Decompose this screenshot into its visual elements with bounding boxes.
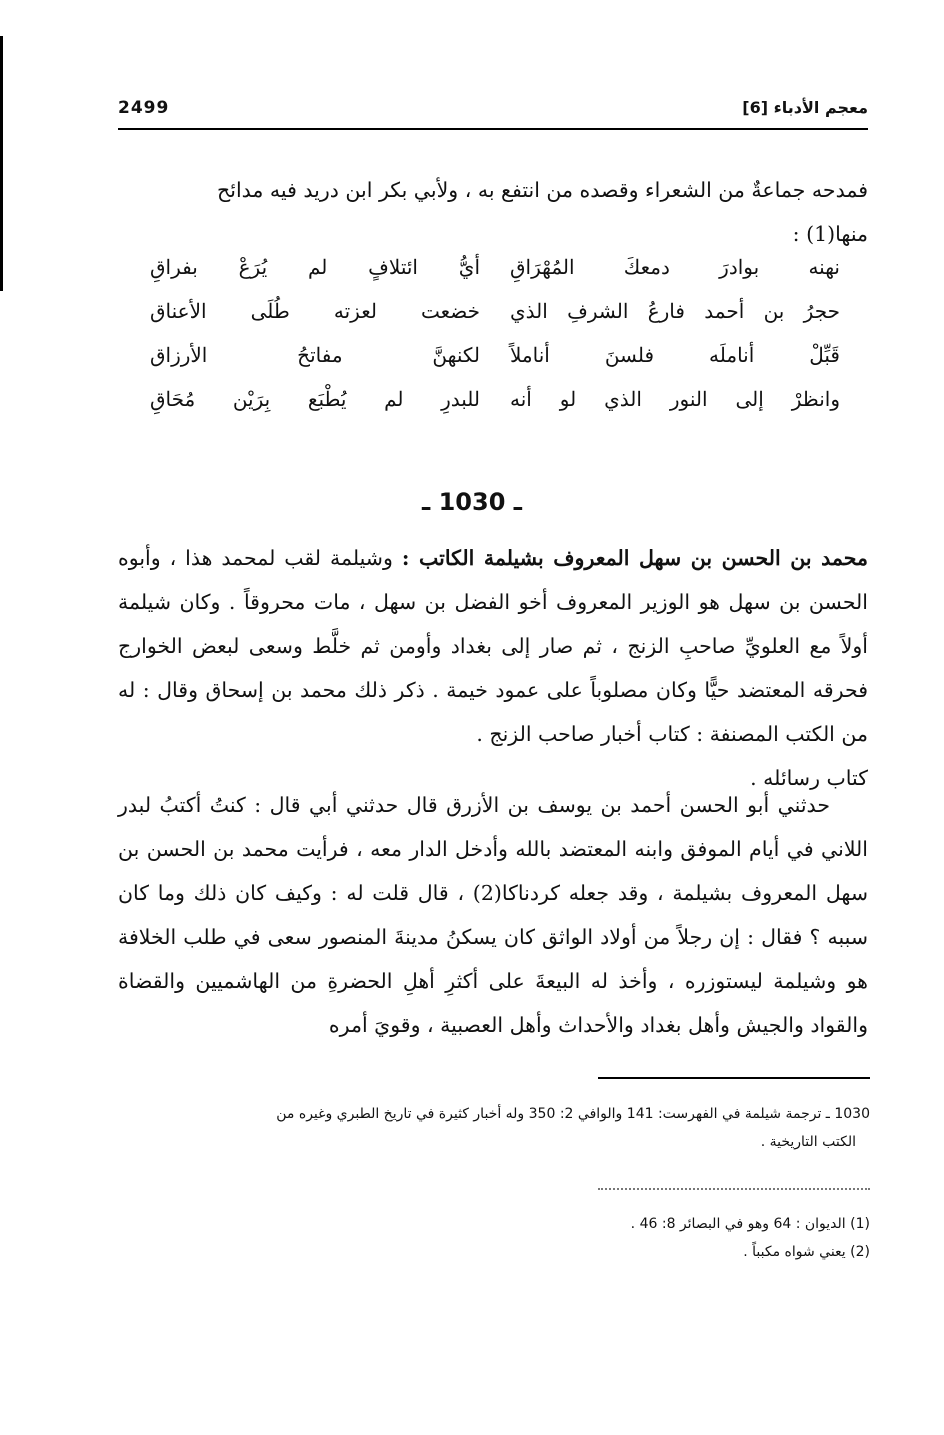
header-rule [118, 128, 868, 130]
entry-heading: محمد بن الحسن بن سهل المعروف بشيلمة الكاتب : [401, 546, 868, 570]
entry-paragraph-last-line: كتاب رسائله . [750, 766, 868, 790]
footnote: (2) يعني شواه مكبباً . [743, 1244, 870, 1260]
entry-paragraph-text: وشيلمة لقب لمحمد هذا ، وأبوه الحسن بن سهل هو الوزير المعروف أخو الفضل بن سهل ، مات محروقاً . وكان شيلمة أولاً مع العلويِّ صاحبِ الزنج ، ثم صار إلى بغداد وأومن ثم خلَّط وسعى لبعض الخوارج فحرقه المعتضد حيًّا وكان مصلوباً على عمود خيمة . ذكر ذلك محمد بن إسحاق وقال : له من الكتب المصنفة : كتاب أخبار صاحب الزنج . [118, 546, 868, 746]
verse-first-hemistich: نهنه بوادرَ دمعكَ المُهْرَاقِ [510, 255, 840, 279]
page-number: 2499 [118, 98, 170, 118]
source-note-line: 1030 ـ ترجمة شيلمة في الفهرست: 141 والوافي 2: 350 وله أخبار كثيرة في تاريخ الطبري وغيره من [276, 1106, 870, 1122]
poem-verse [150, 255, 840, 299]
intro-line: فمدحه جماعةٌ من الشعراء وقصده من انتفع به ، ولأبي بكر ابن دريد فيه مدائح [217, 178, 868, 202]
verse-second-hemistich: للبدرِ لم يُطْبَع بِرَيْن مُحَاقِ [150, 387, 480, 411]
entry-paragraph-1 [118, 536, 868, 800]
intro-line: منها(1) : [792, 222, 868, 246]
poem-verse [150, 343, 840, 387]
running-title: معجم الأدباء [6] [742, 98, 868, 117]
dotted-separator [598, 1188, 870, 1190]
scan-edge-line [0, 36, 3, 291]
source-note-line: الكتب التاريخية . [760, 1134, 856, 1150]
poem-verse [150, 387, 840, 431]
verse-second-hemistich: أيُّ ائتلافٍ لم يُرَعْ بفراقِ [150, 255, 480, 279]
verse-first-hemistich: وانظرْ إلى النور الذي لو أنه [510, 387, 840, 411]
verse-first-hemistich: قَبِّلْ أناملَه فلسنَ أناملاً [510, 343, 840, 367]
footnote: (1) الديوان : 64 وهو في البصائر 8: 46 . [630, 1216, 870, 1232]
footnote-separator [598, 1077, 870, 1079]
footnotes [118, 1210, 870, 1266]
poem-verse [150, 299, 840, 343]
poem [150, 255, 840, 431]
verse-second-hemistich: خضعت لعزته طُلَى الأعناق [150, 299, 480, 323]
entry-paragraph-text: حدثني أبو الحسن أحمد بن يوسف بن الأزرق قال حدثني أبي قال : كنتُ أكتبُ لبدر اللاني في أيام الموفق وابنه المعتضد بالله وأدخل الدار معه ، فرأيت محمد بن الحسن بن سهل المعروف بشيلمة ، وقد جعله كردناكا(2) ، قال قلت له : وكيف كان ذلك وما كان سببه ؟ فقال : إن رجلاً من أولاد الواثق كان يسكنُ مدينةَ المنصور سعى في طلب الخلافة هو وشيلمة ليستوزره ، وأخذ له البيعةَ على أكثرِ أهلِ الحضرةِ من الهاشميين والقضاة والقواد والجيش وأهل بغداد والأحداث وأهل العصبية ، وقويَ أمره [118, 793, 868, 1037]
source-note [118, 1100, 870, 1156]
verse-second-hemistich: لكنهنَّ مفاتحُ الأرزاق [150, 343, 480, 367]
intro-paragraph [118, 168, 868, 256]
entry-number: ـ 1030 ـ [422, 488, 522, 516]
verse-first-hemistich: حجرُ بن أحمد فارعُ الشرفِ الذي [510, 299, 840, 323]
page-header [118, 92, 868, 132]
entry-paragraph-body [118, 536, 868, 756]
entry-paragraph-2 [118, 783, 868, 1047]
